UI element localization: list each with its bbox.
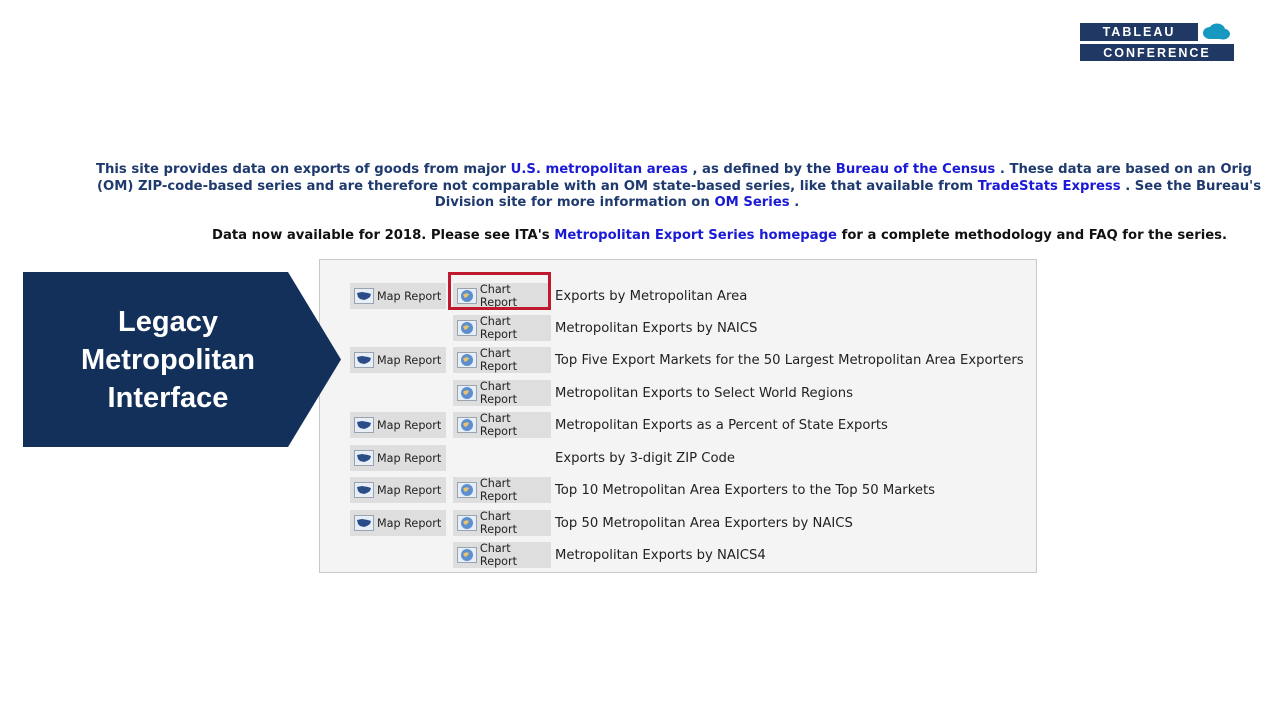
us-map-icon [354,417,374,433]
chart-report-button[interactable]: Chart Report [453,347,551,373]
chart-globe-icon [457,320,477,336]
report-label[interactable]: Top Five Export Markets for the 50 Largest Metropolitan Area Exporters [555,352,1024,368]
report-label[interactable]: Metropolitan Exports to Select World Regions [555,385,853,401]
metro-export-series-homepage-link[interactable]: Metropolitan Export Series homepage [554,228,837,243]
report-label[interactable]: Metropolitan Exports by NAICS [555,320,758,336]
report-row [320,283,1036,309]
salesforce-cloud-icon [1198,23,1234,41]
map-report-button[interactable]: Map Report [350,412,446,438]
intro-line-1: This site provides data on exports of goods from major U.S. metropolitan areas , as defined by the Bureau of the Census . These data are based on an Orig [96,162,1252,177]
callout-text: Legacy Metropolitan Interface [81,305,255,414]
report-row [320,347,1036,373]
data-availability-notice: Data now available for 2018. Please see ITA's Metropolitan Export Series homepage for a complete methodology and FAQ for the series. [212,228,1228,243]
report-label[interactable]: Metropolitan Exports by NAICS4 [555,547,766,563]
tradestats-express-link[interactable]: TradeStats Express [977,178,1121,194]
map-report-button[interactable]: Map Report [350,283,446,309]
logo-text-tableau: TABLEAU [1080,23,1198,41]
chart-globe-icon [457,547,477,563]
report-row [320,412,1036,438]
chart-globe-icon [457,385,477,401]
chart-globe-icon [457,515,477,531]
report-row [320,510,1036,536]
us-map-icon [354,450,374,466]
chart-globe-icon [457,417,477,433]
chart-report-button[interactable]: Chart Report [453,380,551,406]
report-label[interactable]: Top 10 Metropolitan Area Exporters to the Top 50 Markets [555,482,936,498]
us-map-icon [354,288,374,304]
report-label[interactable]: Top 50 Metropolitan Area Exporters by NAICS [555,515,853,531]
report-label[interactable]: Exports by 3-digit ZIP Code [555,450,736,466]
report-label[interactable]: Metropolitan Exports as a Percent of State Exports [555,417,888,433]
us-map-icon [354,482,374,498]
map-report-button[interactable]: Map Report [350,347,446,373]
chart-report-button[interactable]: Chart Report [453,477,551,503]
report-row [320,380,1036,406]
report-row [320,477,1036,503]
chart-report-button[interactable]: Chart Report [453,510,551,536]
intro-line-2: (OM) ZIP-code-based series and are therefore not comparable with an OM state-based series, like that available from TradeStats Express . See the Bureau's [97,178,1262,194]
bureau-of-census-link[interactable]: Bureau of the Census [835,162,996,177]
chart-report-button[interactable]: Chart Report [453,542,551,568]
map-report-button[interactable]: Map Report [350,445,446,471]
intro-line-3: Division site for more information on OM Series . [434,195,800,210]
map-report-button[interactable]: Map Report [350,477,446,503]
tableau-conference-logo [1080,23,1234,61]
report-row [320,445,1036,471]
map-report-button[interactable]: Map Report [350,510,446,536]
report-row [320,315,1036,341]
chart-report-button[interactable]: Chart Report [453,412,551,438]
chart-globe-icon [457,482,477,498]
intro-paragraph [80,162,1262,212]
logo-text-conference: CONFERENCE [1080,44,1234,61]
chart-report-button[interactable]: Chart Report [453,315,551,341]
om-series-link[interactable]: OM Series [714,195,790,210]
chart-report-button[interactable]: Chart Report [453,283,551,309]
chart-globe-icon [457,352,477,368]
us-metro-areas-link[interactable]: U.S. metropolitan areas [510,162,688,177]
report-row [320,542,1036,568]
report-panel [319,259,1037,573]
us-map-icon [354,515,374,531]
report-label[interactable]: Exports by Metropolitan Area [555,288,748,304]
chart-report-highlight-box [448,272,551,310]
us-map-icon [354,352,374,368]
legacy-interface-callout [23,272,341,447]
